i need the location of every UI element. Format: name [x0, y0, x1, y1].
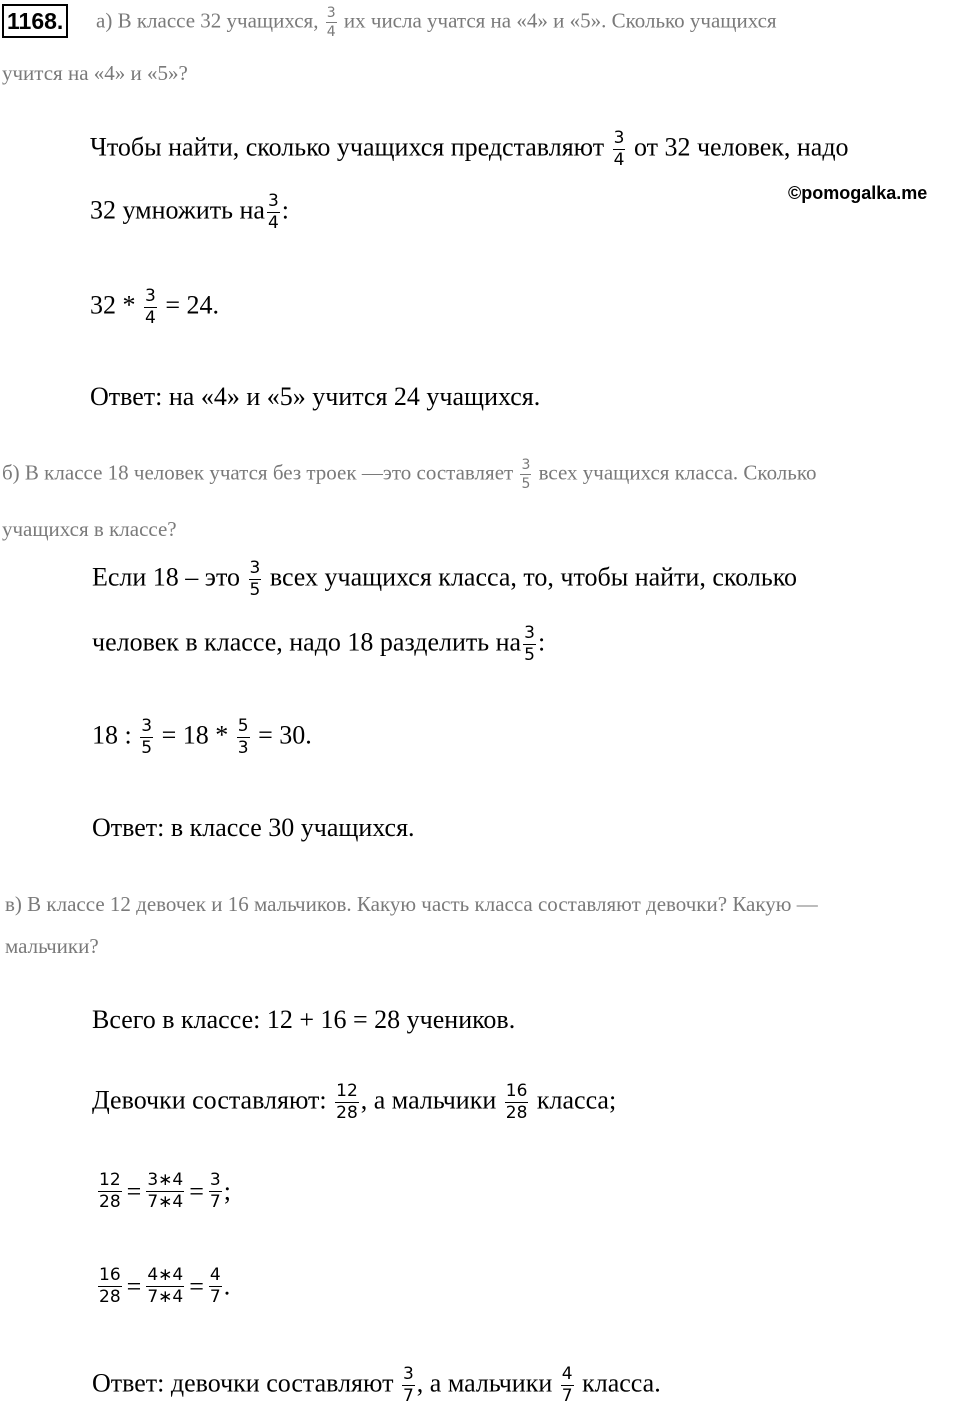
solution-b-line-1	[92, 560, 797, 599]
problem-number: 1168.	[2, 4, 68, 38]
solution-text: Если 18 – это	[92, 562, 240, 592]
calc-text: 18 :	[92, 720, 132, 750]
equation-1	[96, 1172, 231, 1211]
solution-text: человек в классе, надо 18 разделить на	[92, 627, 522, 657]
total-line: Всего в классе: 12 + 16 = 28 учеников.	[92, 1005, 516, 1034]
fraction: $\frac{3}{5}$	[141, 716, 153, 758]
fraction: $\frac{4}{7}$	[561, 1364, 573, 1406]
answer-c	[92, 1366, 661, 1405]
parts-line	[92, 1083, 616, 1122]
task-c-line-1: в) В классе 12 девочек и 16 мальчиков. Какую часть класса составляют девочки? Какую —	[5, 892, 818, 916]
task-b-line-1	[2, 458, 817, 491]
fraction: $\frac{3}{4}$	[145, 286, 156, 328]
calc-a	[90, 288, 219, 327]
equals-sign: =	[189, 1271, 204, 1301]
fraction: $\frac{3}{7}$	[209, 1170, 221, 1212]
task-a-text-1: а) В классе 32 учащихся,	[96, 8, 319, 33]
fraction: $\frac{3}{4}$	[267, 191, 279, 233]
fraction: $\frac{3}{7}$	[402, 1364, 414, 1406]
answer-a: Ответ: на «4» и «5» учится 24 учащихся.	[90, 382, 541, 411]
solution-text: Чтобы найти, сколько учащихся представляют	[90, 132, 605, 162]
punct: :	[537, 627, 546, 657]
fraction: $\frac{3∗4}{7∗4}$	[147, 1170, 184, 1212]
equals-sign: =	[126, 1176, 142, 1206]
fraction: $\frac{16}{28}$	[505, 1081, 528, 1123]
solution-a-line-2	[90, 193, 289, 232]
solution-text: , а мальчики	[360, 1085, 497, 1115]
solution-text: 32 умножить на	[90, 195, 265, 225]
answer-b: Ответ: в классе 30 учащихся.	[92, 813, 415, 842]
fraction: $\frac{12}{28}$	[336, 1081, 358, 1123]
solution-text: класса.	[582, 1368, 661, 1398]
solution-text: , а мальчики	[416, 1368, 553, 1398]
equals-sign: =	[126, 1271, 142, 1301]
solution-text: класса;	[536, 1085, 617, 1115]
calc-text: = 30.	[258, 720, 312, 750]
fraction: $\frac{4}{7}$	[209, 1265, 221, 1307]
equals-sign: =	[189, 1176, 204, 1206]
solution-a-line-1	[90, 130, 849, 169]
fraction: $\frac{3}{4}$	[613, 128, 625, 170]
calc-b	[92, 718, 312, 757]
task-a-text-2: их числа учатся на «4» и «5». Сколько учащихся	[343, 8, 777, 33]
fraction: $\frac{3}{5}$	[249, 558, 261, 600]
fraction: $\frac{12}{28}$	[99, 1170, 121, 1212]
fraction: $\frac{16}{28}$	[99, 1265, 121, 1307]
punct: .	[223, 1271, 231, 1301]
watermark: ©pomogalka.me	[788, 183, 928, 203]
task-b-text-2: всех учащихся класса. Сколько	[538, 460, 817, 485]
task-b-line-2: учащихся в классе?	[2, 517, 177, 541]
fraction: $\frac{3}{4}$	[326, 5, 336, 40]
task-b-text-1: б) В классе 18 человек учатся без троек —это составляет	[2, 460, 514, 485]
calc-text: 32 *	[90, 290, 136, 320]
task-a-line-1	[96, 6, 777, 39]
task-c-line-2: мальчики?	[5, 934, 99, 958]
solution-text: от 32 человек, надо	[633, 132, 849, 162]
solution-text: всех учащихся класса, то, чтобы найти, сколько	[269, 562, 798, 592]
solution-text: Девочки составляют:	[92, 1085, 327, 1115]
fraction: $\frac{3}{5}$	[524, 623, 535, 665]
punct: :	[281, 195, 289, 225]
calc-text: = 18 *	[161, 720, 229, 750]
task-a-line-2: учится на «4» и «5»?	[2, 61, 188, 85]
punct: ;	[223, 1176, 231, 1206]
solution-b-line-2	[92, 625, 545, 664]
equation-2	[96, 1267, 230, 1306]
fraction: $\frac{4∗4}{7∗4}$	[147, 1265, 184, 1307]
calc-text: = 24.	[165, 290, 219, 320]
fraction: $\frac{5}{3}$	[237, 716, 249, 758]
solution-text: Ответ: девочки составляют	[92, 1368, 394, 1398]
fraction: $\frac{3}{5}$	[521, 457, 531, 492]
